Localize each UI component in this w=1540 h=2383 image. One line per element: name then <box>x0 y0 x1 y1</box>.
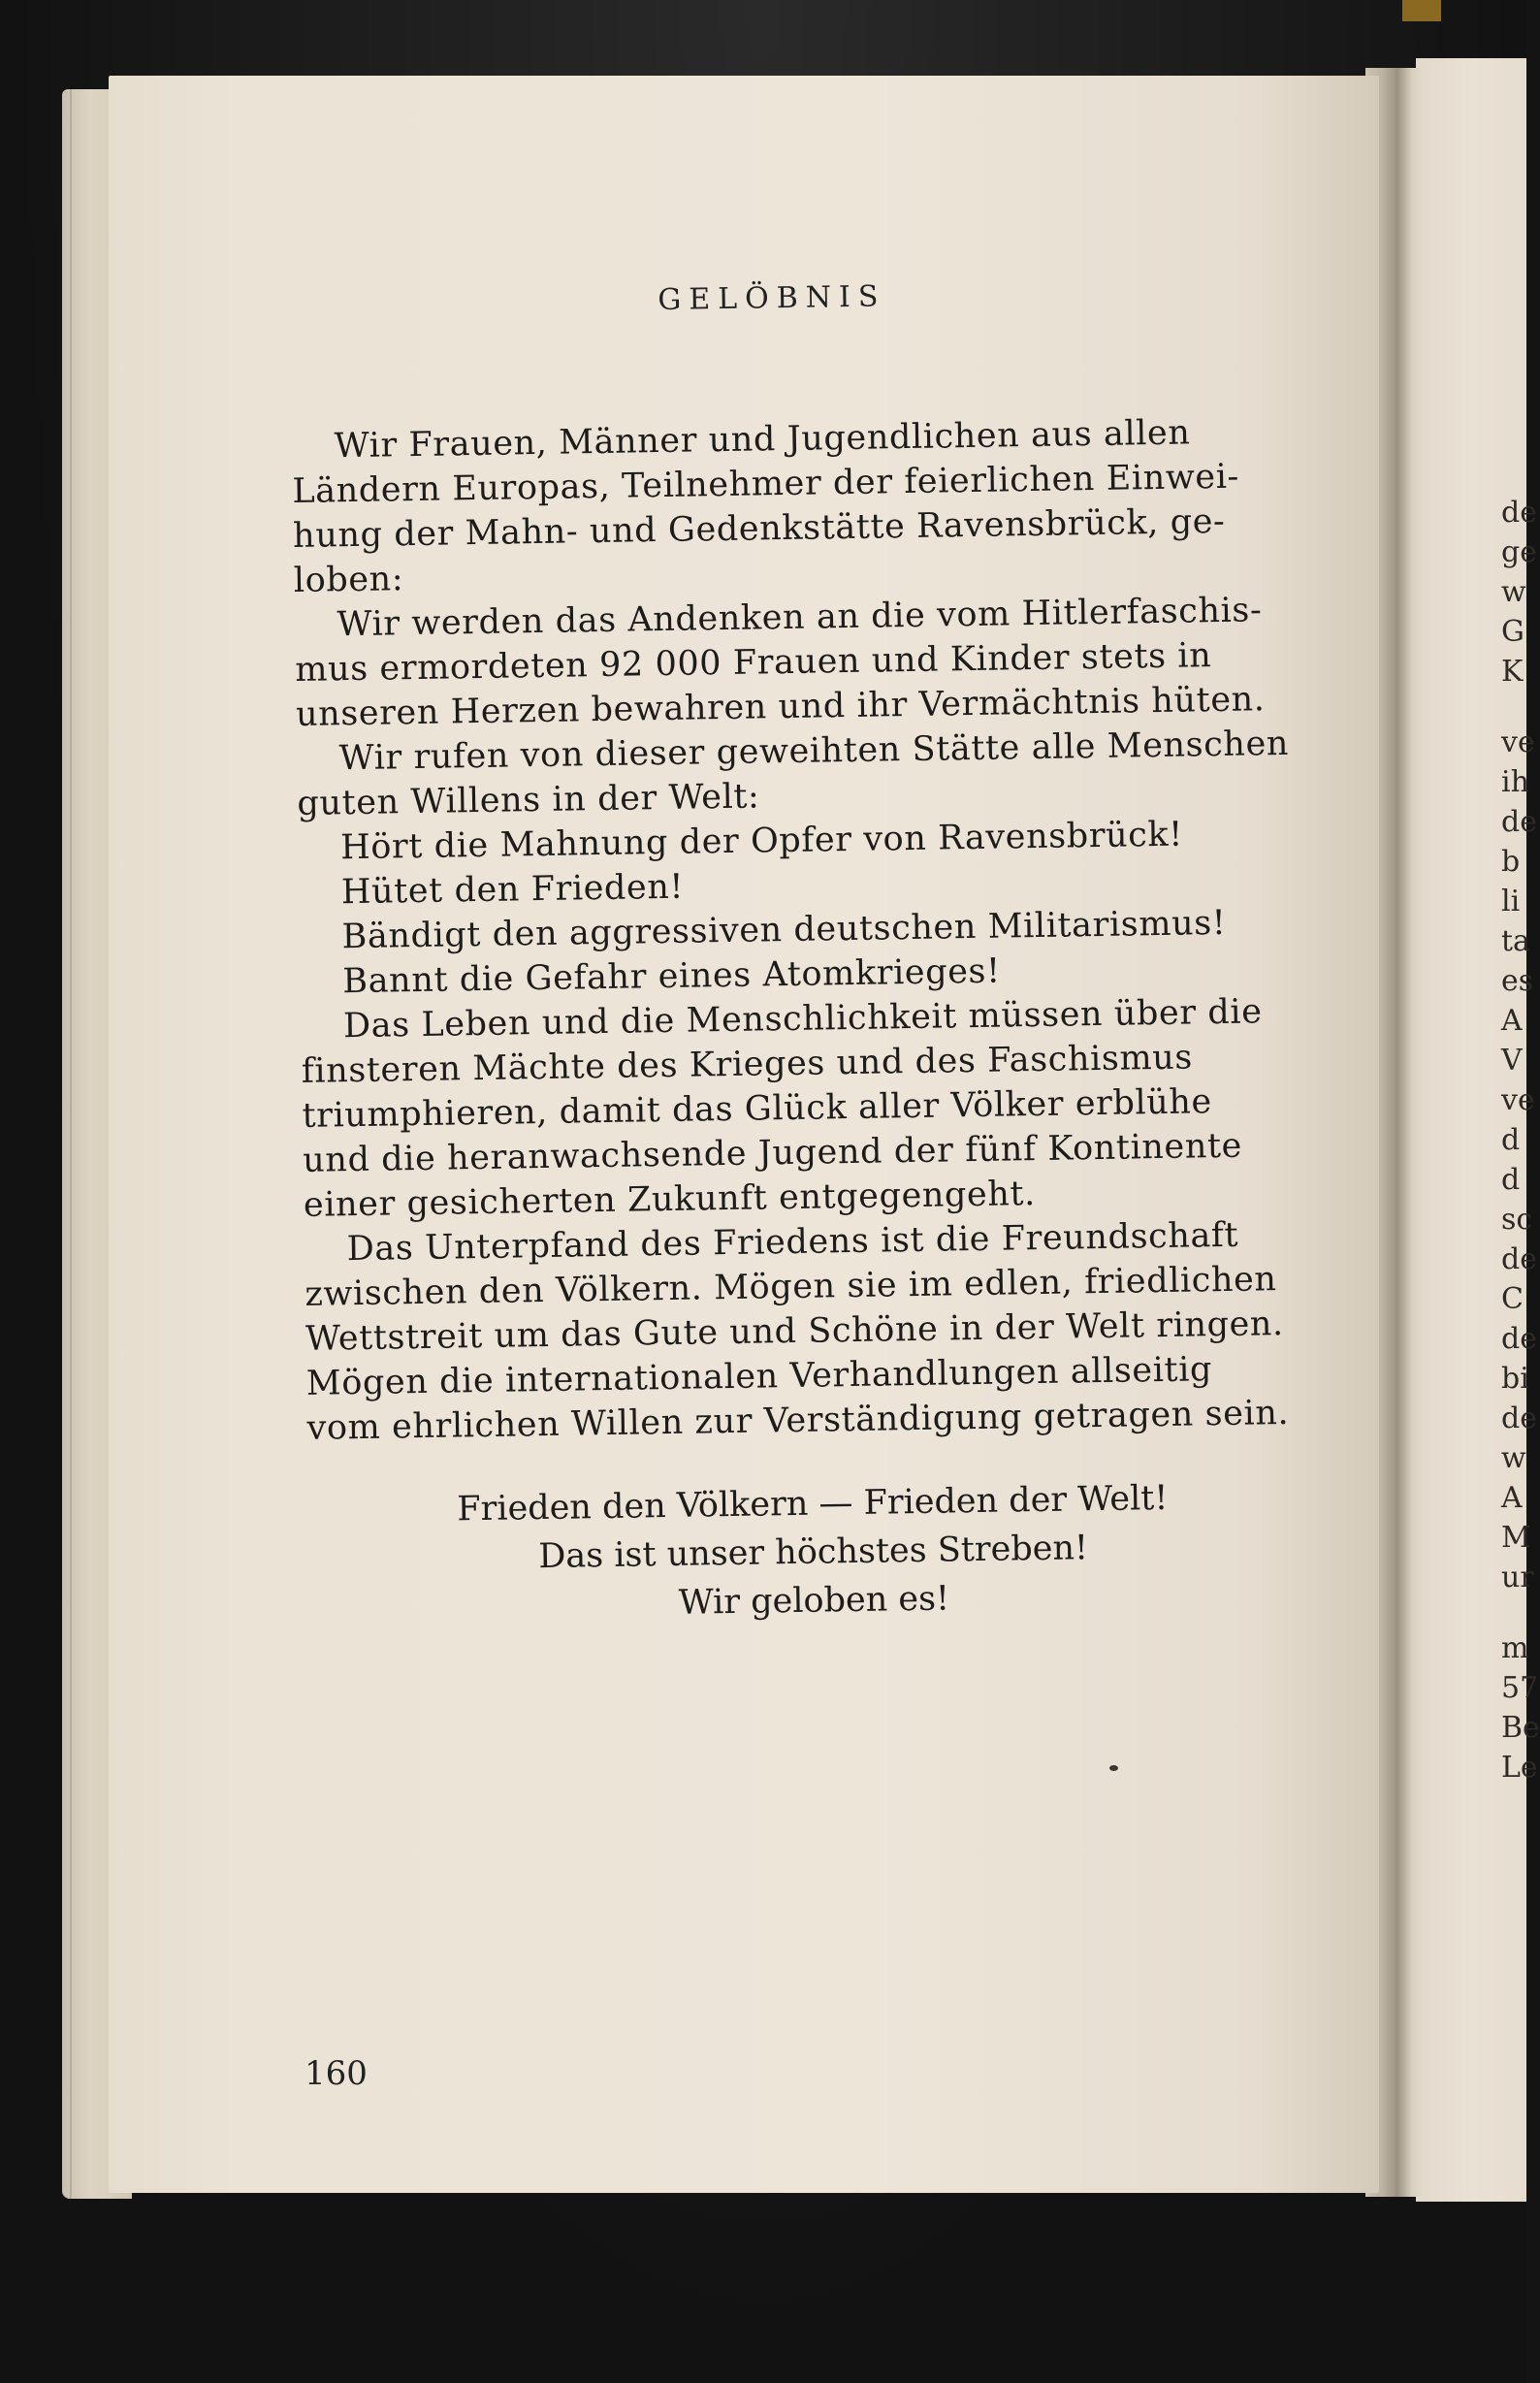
body-line: zwischen den Völkern. Mögen sie im edlen, friedlichen <box>305 1260 1277 1314</box>
page-number: 160 <box>305 2054 368 2093</box>
pledge-body <box>291 409 1315 1451</box>
facing-page-fragment: K <box>1501 655 1524 689</box>
facing-page-fragment: Be <box>1501 1711 1540 1745</box>
facing-page-fragment: li <box>1501 885 1521 918</box>
facing-page-fragment: Le <box>1501 1751 1538 1785</box>
closing-line: Frieden den Völkern — Frieden der Welt! <box>457 1478 1169 1530</box>
facing-page-fragment: C <box>1501 1282 1524 1316</box>
facing-page-fragment: m <box>1501 1631 1529 1665</box>
body-line: Mögen die internationalen Verhandlungen allseitig <box>305 1350 1213 1403</box>
body-line: Wir werden das Andenken an die vom Hitlerfaschis- <box>337 591 1263 645</box>
facing-page-fragment: w <box>1501 1441 1526 1475</box>
body-line: guten Willens in der Welt: <box>297 777 760 823</box>
body-line: Hütet den Frieden! <box>340 867 685 913</box>
facing-page-fragment: ve <box>1501 1083 1535 1117</box>
facing-page-fragment: A <box>1501 1481 1523 1515</box>
facing-page-fragment: es <box>1501 964 1534 998</box>
body-line: Das Unterpfand des Friedens ist die Freundschaft <box>346 1215 1239 1270</box>
facing-page-fragment: G <box>1501 615 1524 649</box>
body-line: mus ermordeten 92 000 Frauen und Kinder stets in <box>294 636 1212 690</box>
body-line: Wettstreit um das Gute und Schöne in der Welt ringen. <box>305 1304 1285 1359</box>
facing-page-fragment: de <box>1501 1322 1537 1356</box>
body-line: und die heranwachsende Jugend der fünf Kontinente <box>302 1126 1243 1180</box>
facing-page-fragment: de <box>1501 1242 1537 1276</box>
body-line: Wir rufen von dieser geweihten Stätte alle Menschen <box>338 724 1290 779</box>
body-line: finsteren Mächte des Krieges und des Faschismus <box>301 1038 1194 1091</box>
body-line: loben: <box>293 560 404 600</box>
body-line: Wir Frauen, Männer und Jugendlichen aus allen <box>334 413 1191 467</box>
facing-page-fragment: A <box>1501 1004 1523 1038</box>
facing-page-fragment: d <box>1501 1123 1521 1157</box>
body-line: Bannt die Gefahr eines Atomkrieges! <box>342 951 1002 1002</box>
facing-page-fragment: d <box>1501 1163 1521 1197</box>
facing-page-fragment: 57 <box>1501 1671 1539 1705</box>
facing-page-fragment: de <box>1501 805 1537 839</box>
facing-page-fragment: de <box>1501 496 1537 530</box>
facing-page-fragment: bi <box>1501 1362 1529 1396</box>
paper-speck <box>1109 1765 1118 1771</box>
body-line: einer gesicherten Zukunft entgegengeht. <box>303 1175 1037 1225</box>
facing-page-fragment: ge <box>1501 535 1537 569</box>
body-line: Bändigt den aggressiven deutschen Militarismus! <box>341 903 1227 957</box>
facing-page-fragment: V <box>1501 1044 1523 1078</box>
facing-page-fragment: ur <box>1501 1561 1534 1594</box>
facing-page-fragment: ve <box>1501 725 1535 759</box>
body-line: Hört die Mahnung der Opfer von Ravensbrück! <box>339 815 1184 868</box>
facing-page-fragment <box>1501 1597 1540 1628</box>
body-line: Das Leben und die Menschlichkeit müssen über die <box>342 992 1263 1047</box>
facing-page-fragment: M <box>1501 1521 1531 1555</box>
facing-page-text-fragments <box>1501 493 1540 1787</box>
body-line: Ländern Europas, Teilnehmer der feierlichen Einwei- <box>292 457 1240 511</box>
bookmark-tab <box>1402 0 1441 21</box>
facing-page-fragment: w <box>1501 575 1526 609</box>
body-line: unseren Herzen bewahren und ihr Vermächtnis hüten. <box>295 680 1266 734</box>
facing-page-fragment: ih <box>1501 765 1529 799</box>
body-line: hung der Mahn- und Gedenkstätte Ravensbrück, ge- <box>292 501 1226 556</box>
facing-page-fragment: b <box>1501 845 1521 879</box>
facing-page-fragment: ta <box>1501 924 1530 958</box>
body-line: triumphieren, damit das Glück aller Völker erblühe <box>302 1082 1213 1136</box>
facing-page-fragment: de <box>1501 1401 1537 1435</box>
pledge-closing <box>308 1472 1319 1633</box>
closing-line: Das ist unser höchstes Streben! <box>537 1529 1089 1577</box>
facing-page-fragment <box>1501 692 1540 723</box>
facing-page-fragment: sc <box>1501 1203 1533 1237</box>
body-line: vom ehrlichen Willen zur Verständigung getragen sein. <box>306 1393 1290 1448</box>
closing-line: Wir geloben es! <box>678 1579 950 1623</box>
page-heading: GELÖBNIS <box>658 279 886 318</box>
